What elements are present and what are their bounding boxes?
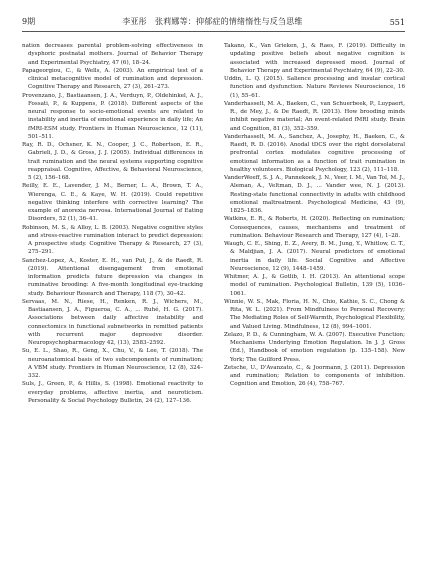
page-header (22, 10, 405, 32)
reference-entry: Robinson, M. S., & Alloy, L. B. (2003). Negative cognitive styles and stress-reactive rumination interact to predict depression: A prospective study. Cognitive Therapy & Research, 27 (3), 275–291. (22, 224, 203, 256)
left-column (22, 42, 203, 558)
reference-entry: Whitmer, A. J., & Gotlib, I. H. (2013). An attentional scope model of rumination. Psychological Bulletin, 139 (5), 1036–1061. (224, 274, 405, 297)
reference-entry: Ray, R. D., Ochsner, K. N., Cooper, J. C., Robertson, E. R., Gabrieli, J. D., & Gross, J. J. (2005). Individual differences in trait rumination and the neural systems supporting cognitive reappraisal. Cognitive, Affective, & Behavioral Neuroscience, 5 (2), 156–168. (22, 142, 203, 181)
reference-entry: nation decreases parental problem-solving effectiveness in dysphoric postnatal mothers. Journal of Behavior Therapy and Experimental Psychiatry, 47 (6), 18–24. (22, 43, 203, 66)
reference-entry: Sanchez-Lopez, A., Koster, E. H., van Put, J., & de Raedt, R. (2019). Attentional disengagement from emotional information predicts future depression via changes in ruminative brooding: A five-month longitudinal eye-tracking study. Behaviour Research and Therapy, 118 (7), 30–42. (22, 257, 203, 297)
reference-entry: Servaas, M. N., Riese, H., Renken, R. J., Wichers, M., Bastiaansen, J. A., Figueroa, C. A., ... Ruhé, H. G. (2017). Associations between daily affective instability and connectomics in functional subnetworks in remitted patients with recurrent major depressive disorder. Neuropsychopharmacology 42, (13), 2583–2592. (22, 298, 203, 346)
reference-entry: Provenzano, J., Bastiaansen, J. A., Verduyn, P., Oldehinkel, A. J., Fossati, P., & Kuppens, P. (2018). Different aspects of the neural response to socio-emotional events are related to instability and inertia of emotional experience in daily life; An fMRI-ESM study. Frontiers in Human Neuroscience, 12 (11), 501–511. (22, 92, 203, 140)
reference-entry: Watkins, E. R., & Roberts, H. (2020). Reflecting on rumination; Consequences, causes, mechanisms and treatment of rumination. Behaviour Research and Therapy, 127 (4), 1–28. (224, 216, 405, 239)
right-column (224, 42, 405, 558)
reference-entry: Zetsche, U., D'Avanzato, C., & Joormann, J. (2011). Depression and rumination; Relation to components of inhibition. Cognition and Emotion, 26 (4), 758–767. (224, 364, 405, 388)
reference-entry: Uddin, L. Q. (2015). Salience processing and insular cortical function and dysfunction. Nature Reviews Neuroscience, 16 (1), 55–61. (224, 76, 405, 99)
reference-entry: Winnie, W. S., Mak, Floria, H. N., Chio, Kathie, S. C., Chong & Rita, W. L. (2021). From Mindfulness to Personal Recovery; The Mediating Roles of Self-Warmth, Psychological Flexibility, and Valued Living. Mindfulness, 12 (8), 994–1001. (224, 298, 405, 330)
reference-entry: VanderWeeff, S. J. A., Pannekoek, J. N., Veer, I. M., Van Tol, M. J., Aleman, A., Veltman, D. J., ... Vander wee, N. J. (2013). Resting-state functional connectivity in adults with childhood emotional maltreatment. Psychological Medicine, 43 (9), 1825–1836. (224, 175, 405, 214)
reference-entry: Suls, J., Green, P., & Hillis, S. (1998). Emotional reactivity to everyday problems, affective inertia, and neuroticism. Personality & Social Psychology Bulletin, 24 (2), 127–136. (22, 381, 203, 404)
page-number: 551 (389, 18, 405, 27)
reference-list (22, 42, 405, 558)
reference-entry: Su, E. L., Shao, R., Geng, X., Chu, V., & Lee, T. (2018). The neuroanatomical basis of two subcomponents of rumination; A VBM study. Frontiers in Human Neuroscience, 12 (8), 324–332. (22, 348, 203, 379)
running-title: 李亚彤 张莉娜等：抑郁症的情绪惰性与反刍思维 (122, 17, 303, 26)
reference-entry: Reilly, E. E., Lavender, J. M., Berner, L. A., Brown, T. A., Wierenga, C. E., & Kaye, W. H. (2019). Could repetitive negative thinking interfere with corrective learning? The example of anorexia nervosa. International Journal of Eating Disorders, 52 (1), 36–41. (22, 183, 203, 223)
reference-entry: Papageorgiou, C., & Wells, A. (2003). An empirical test of a clinical metacognitive model of rumination and depression. Cognitive Therapy and Research, 27 (3), 261–273. (22, 67, 203, 91)
reference-entry: Takano, K., Van Grieken, J., & Raes, F. (2019). Difficulty in updating positive beliefs about negative cognition is associated with increased depressed mood. Journal of Behavior Therapy and Experimental Psychiatry, 64 (9), 22–30. (224, 43, 405, 74)
reference-entry: Zelazo, P. D., & Cunningham, W. A. (2007). Executive Function; Mechanisms Underlying Emotion Regulation. In J. J. Gross (Ed.), Handbook of emotion regulation (p. 135–158). New York; The Guilford Press. (224, 331, 405, 363)
reference-entry: Vanderhasselt, M. A., Baeken, C., van Schuerbeek, P., Luypaert, R., de Mey, J., & De Raedt, R. (2013). How brooding minds inhibit negative material; An event-related fMRI study. Brain and Cognition, 81 (3), 352–359. (224, 100, 405, 132)
issue-number: 9期 (22, 17, 36, 26)
reference-entry: Waugh, C. E., Shing, E. Z., Avery, B. M., Jung, Y., Whitlow, C. T., & Maldjian, J. A. (2017). Neural predictors of emotional inertia in daily life. Social Cognitive and Affective Neuroscience, 12 (9), 1448–1459. (224, 241, 405, 272)
reference-entry: Vanderhasselt, M. A., Sanchez, A., Josephy, H., Baeken, C., & Raedt, R. D. (2016). Anodal tDCS over the right dorsolateral prefrontal cortex modulates cognitive processing of emotional information as a function of trait rumination in healthy volunteers. Biological Psychology, 123 (2), 111–118. (224, 133, 405, 173)
